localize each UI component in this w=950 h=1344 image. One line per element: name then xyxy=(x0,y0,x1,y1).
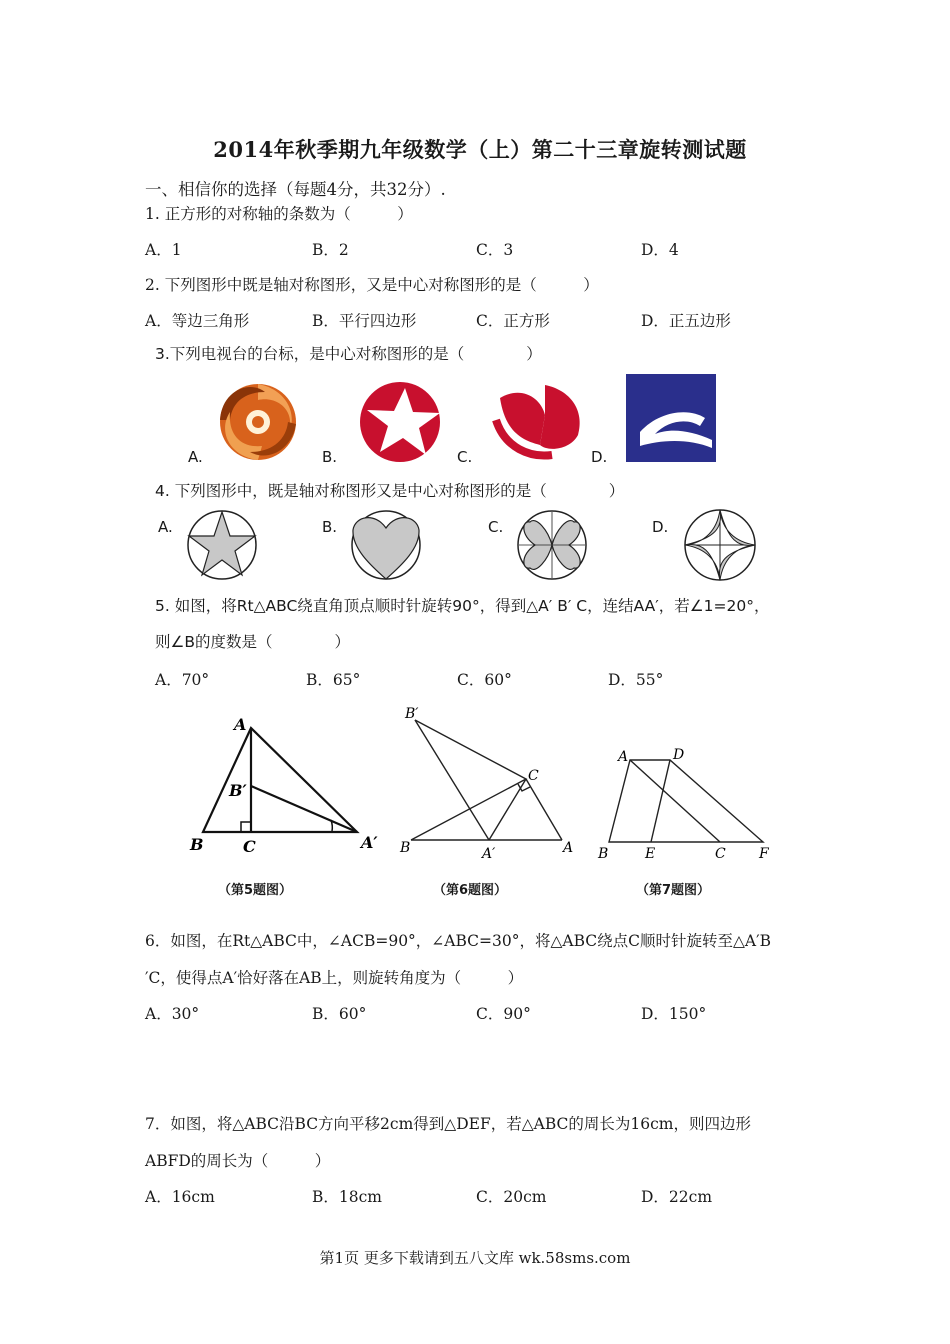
q5-stem-line1: 5. 如图，将Rt△ABC绕直角顶点顺时针旋转90°，得到△A′ B′ C，连结AA′，若∠1=20°， xyxy=(155,597,770,615)
q7-stem-line1: 7．如图，将△ABC沿BC方向平移2cm得到△DEF，若△ABC的周长为16cm，则四边形 xyxy=(145,1115,751,1133)
q1-option-c[interactable]: C．3 xyxy=(476,241,514,259)
q4-label-b[interactable]: B. xyxy=(322,518,338,536)
q5-option-b[interactable]: B．65° xyxy=(306,671,361,689)
q4-label-d[interactable]: D. xyxy=(652,518,669,536)
fig5-label-a: A xyxy=(234,715,247,734)
q1-stem: 1. 正方形的对称轴的条数为（ ） xyxy=(145,205,413,223)
fig5-label-b: B xyxy=(190,835,204,854)
q6-option-b[interactable]: B．60° xyxy=(312,1005,367,1023)
q4-stem: 4. 下列图形中，既是轴对称图形又是中心对称图形的是（ ） xyxy=(155,482,625,500)
page-footer: 第1页 更多下载请到五八文库 wk.58sms.com xyxy=(319,1249,631,1267)
page-title: 2014年秋季期九年级数学（上）第二十三章旋转测试题 xyxy=(213,137,747,162)
section-heading: 一、相信你的选择（每题4分，共32分）. xyxy=(145,180,446,199)
q3-stem: 3.下列电视台的台标，是中心对称图形的是（ ） xyxy=(155,345,542,363)
q3-label-a[interactable]: A. xyxy=(188,448,203,466)
fig7-label-b: B xyxy=(598,846,609,862)
fig6-label-a: A xyxy=(563,840,574,856)
fig5-caption: （第5题图） xyxy=(218,883,293,898)
fig7-label-a: A xyxy=(618,749,629,765)
q6-stem-line2: ′C，使得点A′恰好落在AB上，则旋转角度为（ ） xyxy=(145,969,524,987)
q2-stem: 2. 下列图形中既是轴对称图形，又是中心对称图形的是（ ） xyxy=(145,276,599,294)
q6-option-a[interactable]: A．30° xyxy=(145,1005,200,1023)
fig6-label-b-prime: B′ xyxy=(405,706,419,722)
q3-label-c[interactable]: C. xyxy=(457,448,473,466)
q1-option-a[interactable]: A．1 xyxy=(145,241,182,259)
fig7-label-c: C xyxy=(715,846,726,862)
q6-stem-line1: 6．如图，在Rt△ABC中，∠ACB=90°，∠ABC=30°，将△ABC绕点C顺时针旋转至△A′B xyxy=(145,932,772,950)
q2-option-c[interactable]: C．正方形 xyxy=(476,312,550,330)
q5-option-d[interactable]: D．55° xyxy=(608,671,664,689)
fig5-label-b-prime: B′ xyxy=(229,781,247,800)
q3-label-d[interactable]: D. xyxy=(591,448,608,466)
q2-option-d[interactable]: D．正五边形 xyxy=(641,312,731,330)
q6-option-c[interactable]: C．90° xyxy=(476,1005,531,1023)
q4-label-a[interactable]: A. xyxy=(158,518,173,536)
fig6-label-b: B xyxy=(400,840,411,856)
fig5-label-c: C xyxy=(243,837,256,856)
q6-option-d[interactable]: D．150° xyxy=(641,1005,707,1023)
fig6-label-c: C xyxy=(528,768,539,784)
q1-option-d[interactable]: D．4 xyxy=(641,241,679,259)
q2-option-a[interactable]: A．等边三角形 xyxy=(145,312,250,330)
fig7-label-d: D xyxy=(673,747,685,763)
fig7-label-f: F xyxy=(759,846,769,862)
q7-stem-line2: ABFD的周长为（ ） xyxy=(145,1152,331,1170)
q7-option-c[interactable]: C．20cm xyxy=(476,1188,547,1206)
q7-option-d[interactable]: D．22cm xyxy=(641,1188,713,1206)
fig6-caption: （第6题图） xyxy=(433,883,508,898)
q7-option-b[interactable]: B．18cm xyxy=(312,1188,382,1206)
q2-option-b[interactable]: B．平行四边形 xyxy=(312,312,417,330)
q5-stem-line2: 则∠B的度数是（ ） xyxy=(155,633,351,651)
fig6-label-a-prime: A′ xyxy=(482,846,496,862)
fig7-caption: （第7题图） xyxy=(636,883,711,898)
q7-option-a[interactable]: A．16cm xyxy=(145,1188,215,1206)
q3-label-b[interactable]: B. xyxy=(322,448,338,466)
q5-option-a[interactable]: A．70° xyxy=(155,671,210,689)
q5-option-c[interactable]: C．60° xyxy=(457,671,512,689)
fig5-label-a-prime: A′ xyxy=(361,833,378,852)
q1-option-b[interactable]: B．2 xyxy=(312,241,349,259)
fig7-label-e: E xyxy=(645,846,656,862)
q4-label-c[interactable]: C. xyxy=(488,518,504,536)
